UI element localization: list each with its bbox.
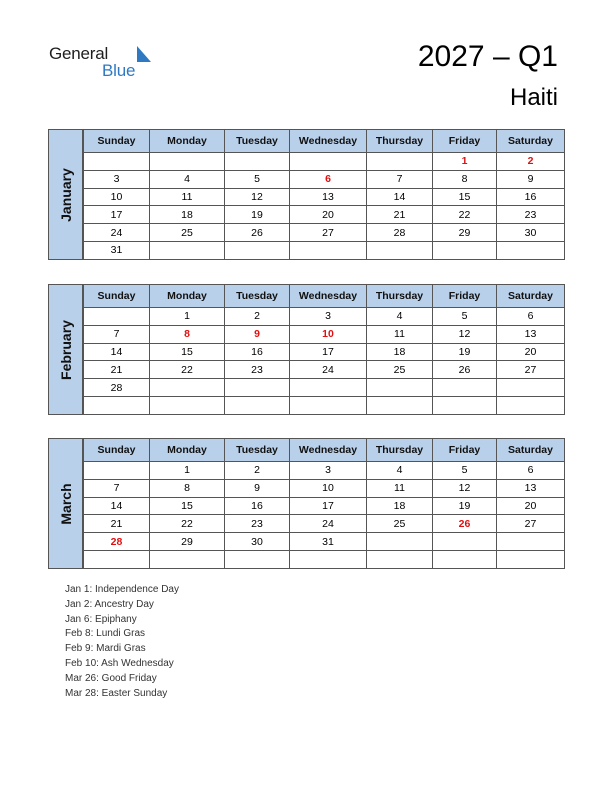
day-cell: 26 xyxy=(433,361,497,379)
empty-day-cell xyxy=(367,241,433,259)
day-cell: 18 xyxy=(367,497,433,515)
day-cell: 1 xyxy=(150,462,225,480)
week-row xyxy=(84,308,565,326)
week-row xyxy=(84,497,565,515)
day-cell: 19 xyxy=(225,206,290,224)
day-cell: 11 xyxy=(150,188,225,206)
week-row xyxy=(84,206,565,224)
day-cell: 29 xyxy=(433,224,497,242)
month-label xyxy=(48,129,83,260)
day-cell: 16 xyxy=(497,188,565,206)
weekday-header: Monday xyxy=(150,285,225,308)
holiday-item: Mar 28: Easter Sunday xyxy=(65,687,168,699)
empty-day-cell xyxy=(150,379,225,397)
weekday-header: Sunday xyxy=(84,285,150,308)
weekday-header: Saturday xyxy=(497,130,565,153)
weekday-header: Wednesday xyxy=(290,285,367,308)
holiday-item: Jan 6: Epiphany xyxy=(65,613,137,625)
day-cell: 17 xyxy=(84,206,150,224)
empty-day-cell xyxy=(84,462,150,480)
weekday-header: Saturday xyxy=(497,285,565,308)
week-row xyxy=(84,550,565,568)
weekday-header: Monday xyxy=(150,130,225,153)
day-cell: 28 xyxy=(367,224,433,242)
day-cell: 5 xyxy=(225,170,290,188)
month-label xyxy=(48,284,83,415)
day-cell: 11 xyxy=(367,325,433,343)
empty-day-cell xyxy=(367,396,433,414)
week-row xyxy=(84,396,565,414)
day-cell: 29 xyxy=(150,533,225,551)
day-cell: 11 xyxy=(367,479,433,497)
weekday-header-row xyxy=(84,439,565,462)
logo-word-blue: Blue xyxy=(102,61,136,80)
day-cell: 10 xyxy=(84,188,150,206)
day-cell: 17 xyxy=(290,497,367,515)
day-cell: 2 xyxy=(225,462,290,480)
week-row xyxy=(84,379,565,397)
empty-day-cell xyxy=(290,550,367,568)
day-cell: 7 xyxy=(84,479,150,497)
day-cell: 6 xyxy=(497,462,565,480)
weekday-header: Tuesday xyxy=(225,285,290,308)
week-row xyxy=(84,224,565,242)
empty-day-cell xyxy=(367,533,433,551)
empty-day-cell xyxy=(433,550,497,568)
day-cell: 3 xyxy=(290,462,367,480)
weekday-header: Friday xyxy=(433,285,497,308)
month-name: January xyxy=(57,167,74,222)
weekday-header: Wednesday xyxy=(290,439,367,462)
empty-day-cell xyxy=(497,550,565,568)
day-cell: 12 xyxy=(225,188,290,206)
day-cell: 31 xyxy=(290,533,367,551)
day-cell: 5 xyxy=(433,462,497,480)
holiday-item: Feb 10: Ash Wednesday xyxy=(65,657,174,669)
day-cell: 22 xyxy=(150,515,225,533)
day-cell: 27 xyxy=(290,224,367,242)
day-cell: 23 xyxy=(225,515,290,533)
weekday-header: Saturday xyxy=(497,439,565,462)
week-row xyxy=(84,153,565,171)
logo-triangle-icon xyxy=(137,46,151,62)
empty-day-cell xyxy=(84,396,150,414)
weekday-header: Thursday xyxy=(367,439,433,462)
month-name: March xyxy=(57,482,74,525)
month-name: February xyxy=(57,319,74,380)
day-cell: 13 xyxy=(497,479,565,497)
day-cell: 1 xyxy=(433,153,497,171)
day-cell: 14 xyxy=(84,497,150,515)
day-cell: 24 xyxy=(290,515,367,533)
empty-day-cell xyxy=(150,550,225,568)
weekday-header: Tuesday xyxy=(225,130,290,153)
day-cell: 4 xyxy=(150,170,225,188)
week-row xyxy=(84,462,565,480)
day-cell: 9 xyxy=(497,170,565,188)
day-cell: 24 xyxy=(290,361,367,379)
empty-day-cell xyxy=(497,379,565,397)
day-cell: 12 xyxy=(433,325,497,343)
day-cell: 3 xyxy=(290,308,367,326)
day-cell: 6 xyxy=(290,170,367,188)
day-cell: 13 xyxy=(497,325,565,343)
day-cell: 19 xyxy=(433,343,497,361)
day-cell: 17 xyxy=(290,343,367,361)
day-cell: 28 xyxy=(84,379,150,397)
day-cell: 4 xyxy=(367,308,433,326)
day-cell: 25 xyxy=(367,515,433,533)
page-title: 2027 – Q1 xyxy=(417,40,558,73)
day-cell: 16 xyxy=(225,343,290,361)
holiday-item: Feb 8: Lundi Gras xyxy=(65,628,146,640)
weekday-header-row xyxy=(84,285,565,308)
empty-day-cell xyxy=(290,153,367,171)
day-cell: 26 xyxy=(433,515,497,533)
holiday-item: Mar 26: Good Friday xyxy=(65,672,157,684)
empty-day-cell xyxy=(150,153,225,171)
logo-word-general: General xyxy=(49,44,109,63)
weekday-header: Tuesday xyxy=(225,439,290,462)
day-cell: 8 xyxy=(433,170,497,188)
week-row xyxy=(84,325,565,343)
day-cell: 31 xyxy=(84,241,150,259)
day-cell: 23 xyxy=(225,361,290,379)
holiday-item: Jan 1: Independence Day xyxy=(65,584,179,595)
day-cell: 6 xyxy=(497,308,565,326)
day-cell: 30 xyxy=(497,224,565,242)
day-cell: 18 xyxy=(150,206,225,224)
empty-day-cell xyxy=(150,396,225,414)
holiday-item: Feb 9: Mardi Gras xyxy=(65,643,146,655)
weekday-header-row xyxy=(84,130,565,153)
day-cell: 3 xyxy=(84,170,150,188)
weekday-header: Wednesday xyxy=(290,130,367,153)
day-cell: 5 xyxy=(433,308,497,326)
day-cell: 20 xyxy=(497,343,565,361)
empty-day-cell xyxy=(84,550,150,568)
day-cell: 2 xyxy=(497,153,565,171)
empty-day-cell xyxy=(290,379,367,397)
day-cell: 2 xyxy=(225,308,290,326)
day-cell: 15 xyxy=(150,497,225,515)
empty-day-cell xyxy=(84,308,150,326)
empty-day-cell xyxy=(367,153,433,171)
day-cell: 7 xyxy=(84,325,150,343)
day-cell: 9 xyxy=(225,479,290,497)
empty-day-cell xyxy=(433,379,497,397)
month-grid xyxy=(83,129,565,260)
day-cell: 4 xyxy=(367,462,433,480)
day-cell: 20 xyxy=(497,497,565,515)
day-cell: 27 xyxy=(497,515,565,533)
day-cell: 8 xyxy=(150,479,225,497)
empty-day-cell xyxy=(433,241,497,259)
day-cell: 18 xyxy=(367,343,433,361)
weekday-header: Thursday xyxy=(367,285,433,308)
day-cell: 28 xyxy=(84,533,150,551)
month-label xyxy=(48,438,83,569)
week-row xyxy=(84,533,565,551)
day-cell: 14 xyxy=(84,343,150,361)
weekday-header: Thursday xyxy=(367,130,433,153)
day-cell: 16 xyxy=(225,497,290,515)
day-cell: 26 xyxy=(225,224,290,242)
empty-day-cell xyxy=(367,379,433,397)
day-cell: 24 xyxy=(84,224,150,242)
week-row xyxy=(84,241,565,259)
weekday-header: Friday xyxy=(433,130,497,153)
weekday-header: Sunday xyxy=(84,130,150,153)
day-cell: 15 xyxy=(150,343,225,361)
empty-day-cell xyxy=(497,396,565,414)
day-cell: 20 xyxy=(290,206,367,224)
day-cell: 1 xyxy=(150,308,225,326)
empty-day-cell xyxy=(225,396,290,414)
day-cell: 22 xyxy=(433,206,497,224)
empty-day-cell xyxy=(497,533,565,551)
day-cell: 7 xyxy=(367,170,433,188)
holiday-list xyxy=(65,583,179,701)
week-row xyxy=(84,343,565,361)
day-cell: 21 xyxy=(367,206,433,224)
weekday-header: Sunday xyxy=(84,439,150,462)
day-cell: 25 xyxy=(367,361,433,379)
weekday-header: Friday xyxy=(433,439,497,462)
empty-day-cell xyxy=(225,379,290,397)
day-cell: 22 xyxy=(150,361,225,379)
day-cell: 25 xyxy=(150,224,225,242)
holiday-item: Jan 2: Ancestry Day xyxy=(65,598,154,610)
month-grid xyxy=(83,438,565,569)
day-cell: 21 xyxy=(84,361,150,379)
week-row xyxy=(84,361,565,379)
day-cell: 9 xyxy=(225,325,290,343)
day-cell: 14 xyxy=(367,188,433,206)
empty-day-cell xyxy=(225,241,290,259)
day-cell: 19 xyxy=(433,497,497,515)
week-row xyxy=(84,188,565,206)
country-name: Haiti xyxy=(509,84,558,111)
empty-day-cell xyxy=(433,533,497,551)
empty-day-cell xyxy=(290,241,367,259)
month-grid xyxy=(83,284,565,415)
day-cell: 13 xyxy=(290,188,367,206)
day-cell: 30 xyxy=(225,533,290,551)
day-cell: 23 xyxy=(497,206,565,224)
weekday-header: Monday xyxy=(150,439,225,462)
empty-day-cell xyxy=(84,153,150,171)
empty-day-cell xyxy=(367,550,433,568)
day-cell: 10 xyxy=(290,479,367,497)
empty-day-cell xyxy=(290,396,367,414)
day-cell: 21 xyxy=(84,515,150,533)
logo xyxy=(49,44,149,84)
day-cell: 12 xyxy=(433,479,497,497)
day-cell: 27 xyxy=(497,361,565,379)
empty-day-cell xyxy=(150,241,225,259)
day-cell: 10 xyxy=(290,325,367,343)
week-row xyxy=(84,479,565,497)
day-cell: 8 xyxy=(150,325,225,343)
empty-day-cell xyxy=(433,396,497,414)
week-row xyxy=(84,515,565,533)
empty-day-cell xyxy=(497,241,565,259)
week-row xyxy=(84,170,565,188)
day-cell: 15 xyxy=(433,188,497,206)
empty-day-cell xyxy=(225,550,290,568)
empty-day-cell xyxy=(225,153,290,171)
